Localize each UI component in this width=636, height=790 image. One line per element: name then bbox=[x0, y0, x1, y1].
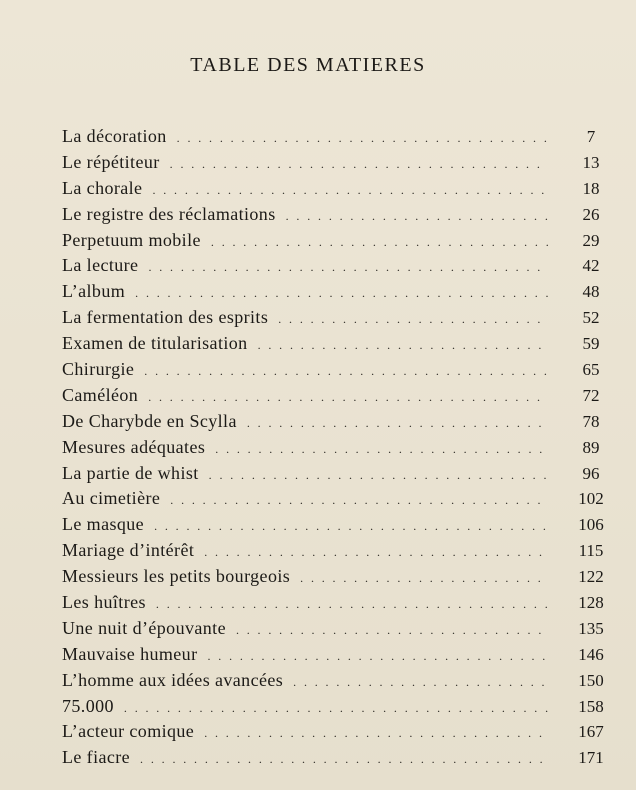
entry-title: Mariage d’intérêt bbox=[62, 540, 195, 561]
dot-leader bbox=[124, 696, 548, 722]
toc-entry bbox=[0, 279, 636, 305]
dot-leader bbox=[209, 463, 548, 489]
dot-leader bbox=[236, 618, 548, 644]
toc-entry bbox=[0, 124, 636, 150]
toc-entry bbox=[0, 435, 636, 461]
entry-title: Le fiacre bbox=[62, 747, 131, 768]
dot-leader bbox=[204, 721, 548, 747]
entry-page-number: 72 bbox=[582, 385, 600, 405]
entry-title: 75.000 bbox=[62, 695, 114, 716]
dot-leader bbox=[177, 126, 548, 152]
dot-leader bbox=[135, 281, 548, 307]
toc-entry bbox=[0, 305, 636, 331]
toc-entry bbox=[0, 590, 636, 616]
entry-page-number: 102 bbox=[578, 489, 604, 509]
entry-page-number: 89 bbox=[582, 437, 600, 457]
entry-page-number: 122 bbox=[578, 567, 604, 587]
entry-page-number: 128 bbox=[578, 593, 604, 613]
dot-leader bbox=[154, 514, 548, 540]
dot-leader bbox=[293, 670, 548, 696]
toc-entry bbox=[0, 409, 636, 435]
entry-title: La décoration bbox=[62, 126, 167, 146]
toc-entry bbox=[0, 150, 636, 176]
entry-page-number: 106 bbox=[578, 515, 604, 535]
dot-leader bbox=[140, 747, 548, 773]
entry-title: Examen de titularisation bbox=[62, 333, 248, 354]
toc-entry bbox=[0, 745, 636, 771]
entry-page-number: 13 bbox=[582, 152, 600, 172]
toc-entry bbox=[0, 331, 636, 357]
entry-page-number: 65 bbox=[582, 360, 600, 380]
entry-page-number: 29 bbox=[582, 230, 600, 250]
dot-leader bbox=[247, 411, 548, 437]
entry-page-number: 78 bbox=[582, 411, 600, 431]
entry-page-number: 146 bbox=[578, 644, 604, 664]
toc-entry bbox=[0, 719, 636, 745]
entry-page-number: 59 bbox=[582, 334, 600, 354]
toc-entry bbox=[0, 668, 636, 694]
dot-leader bbox=[156, 592, 548, 618]
entry-title: Chirurgie bbox=[62, 359, 135, 380]
dot-leader bbox=[278, 307, 548, 333]
entry-page-number: 18 bbox=[582, 178, 600, 198]
toc-entry bbox=[0, 383, 636, 409]
toc-entry bbox=[0, 253, 636, 279]
entry-title: L’album bbox=[62, 281, 126, 302]
table-of-contents bbox=[0, 124, 636, 771]
dot-leader bbox=[170, 488, 548, 514]
entry-page-number: 26 bbox=[582, 204, 600, 224]
dot-leader bbox=[148, 255, 548, 281]
entry-title: Au cimetière bbox=[62, 488, 161, 509]
entry-page-number: 135 bbox=[578, 618, 604, 638]
toc-entry bbox=[0, 512, 636, 538]
dot-leader bbox=[204, 540, 548, 566]
dot-leader bbox=[286, 204, 548, 230]
dot-leader bbox=[152, 178, 548, 204]
dot-leader bbox=[144, 359, 548, 385]
toc-entry bbox=[0, 616, 636, 642]
entry-title: Une nuit d’épouvante bbox=[62, 617, 226, 638]
entry-page-number: 48 bbox=[582, 282, 600, 302]
entry-page-number: 7 bbox=[586, 127, 596, 146]
entry-title: Messieurs les petits bourgeois bbox=[62, 566, 291, 587]
toc-entry bbox=[0, 564, 636, 590]
toc-entry bbox=[0, 538, 636, 564]
dot-leader bbox=[258, 333, 548, 359]
page-title: TABLE DES MATIERES bbox=[190, 54, 426, 76]
toc-entry bbox=[0, 228, 636, 254]
entry-title: Perpetuum mobile bbox=[62, 229, 201, 250]
toc-entry bbox=[0, 461, 636, 487]
entry-title: Le registre des réclamations bbox=[62, 203, 276, 224]
entry-title: Mauvaise humeur bbox=[62, 643, 198, 664]
dot-leader bbox=[300, 566, 548, 592]
dot-leader bbox=[215, 437, 548, 463]
entry-title: La fermentation des esprits bbox=[62, 307, 269, 328]
dot-leader bbox=[170, 152, 548, 178]
entry-title: L’acteur comique bbox=[62, 721, 195, 742]
entry-title: La chorale bbox=[62, 177, 143, 198]
entry-page-number: 158 bbox=[578, 696, 604, 716]
toc-entry bbox=[0, 642, 636, 668]
entry-page-number: 96 bbox=[582, 463, 600, 483]
toc-entry bbox=[0, 694, 636, 720]
entry-title: L’homme aux idées avancées bbox=[62, 669, 284, 690]
toc-entry bbox=[0, 202, 636, 228]
entry-page-number: 52 bbox=[582, 308, 600, 328]
entry-title: La lecture bbox=[62, 255, 139, 276]
entry-title: Mesures adéquates bbox=[62, 436, 206, 457]
entry-title: La partie de whist bbox=[62, 462, 199, 483]
entry-page-number: 115 bbox=[578, 541, 604, 561]
toc-entry bbox=[0, 176, 636, 202]
toc-entry bbox=[0, 486, 636, 512]
entry-page-number: 42 bbox=[582, 256, 600, 276]
dot-leader bbox=[207, 644, 548, 670]
entry-page-number: 150 bbox=[578, 670, 604, 690]
dot-leader bbox=[211, 230, 548, 256]
entry-title: Le masque bbox=[62, 514, 145, 535]
dot-leader bbox=[148, 385, 548, 411]
entry-title: De Charybde en Scylla bbox=[62, 410, 237, 431]
entry-title: Le répétiteur bbox=[62, 151, 160, 172]
entry-page-number: 171 bbox=[578, 748, 604, 768]
toc-entry bbox=[0, 357, 636, 383]
entry-page-number: 167 bbox=[578, 722, 604, 742]
entry-title: Les huîtres bbox=[62, 592, 146, 613]
entry-title: Caméléon bbox=[62, 384, 139, 405]
